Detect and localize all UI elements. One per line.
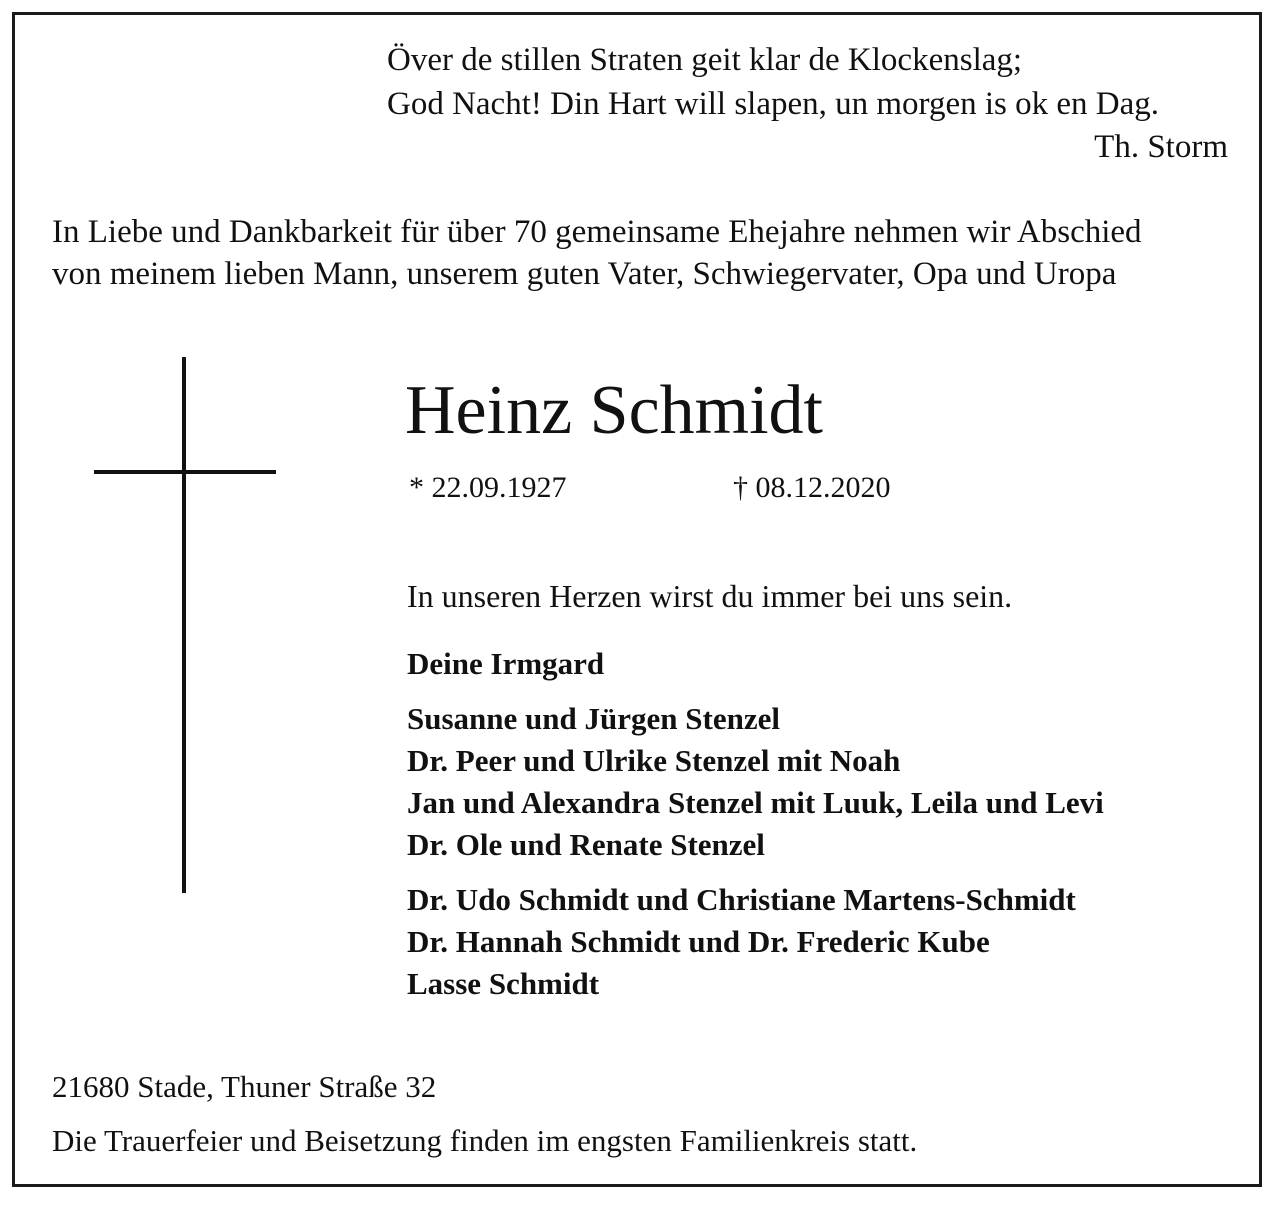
family-member: Dr. Peer und Ulrike Stenzel mit Noah <box>407 743 901 778</box>
deceased-name: Heinz Schmidt <box>405 372 823 449</box>
intro-line-1: In Liebe und Dankbarkeit für über 70 gemeinsame Ehejahre nehmen wir Abschied <box>52 214 1142 250</box>
cross-icon-vertical <box>182 357 186 893</box>
intro-line-2: von meinem lieben Mann, unserem guten Vater, Schwiegervater, Opa und Uropa <box>52 256 1117 292</box>
poem-line-2: God Nacht! Din Hart will slapen, un morgen is ok en Dag. <box>387 86 1159 122</box>
birth-date: * 22.09.1927 <box>409 471 567 504</box>
motto: In unseren Herzen wirst du immer bei uns sein. <box>407 578 1013 614</box>
family-member: Dr. Ole und Renate Stenzel <box>407 827 765 862</box>
poem-line-1: Över de stillen Straten geit klar de Klockenslag; <box>387 42 1023 78</box>
family-member: Lasse Schmidt <box>407 966 600 1001</box>
family-member: Deine Irmgard <box>407 646 605 681</box>
family-member: Jan und Alexandra Stenzel mit Luuk, Leila und Levi <box>407 785 1104 820</box>
poem-author: Th. Storm <box>1094 129 1228 165</box>
ceremony-note: Die Trauerfeier und Beisetzung finden im engsten Familienkreis statt. <box>52 1123 918 1158</box>
family-member: Dr. Hannah Schmidt und Dr. Frederic Kube <box>407 924 990 959</box>
family-member: Susanne und Jürgen Stenzel <box>407 701 780 736</box>
address: 21680 Stade, Thuner Straße 32 <box>52 1069 437 1104</box>
death-date: † 08.12.2020 <box>733 471 891 504</box>
family-member: Dr. Udo Schmidt und Christiane Martens-Schmidt <box>407 882 1076 917</box>
cross-icon-horizontal <box>94 470 276 474</box>
